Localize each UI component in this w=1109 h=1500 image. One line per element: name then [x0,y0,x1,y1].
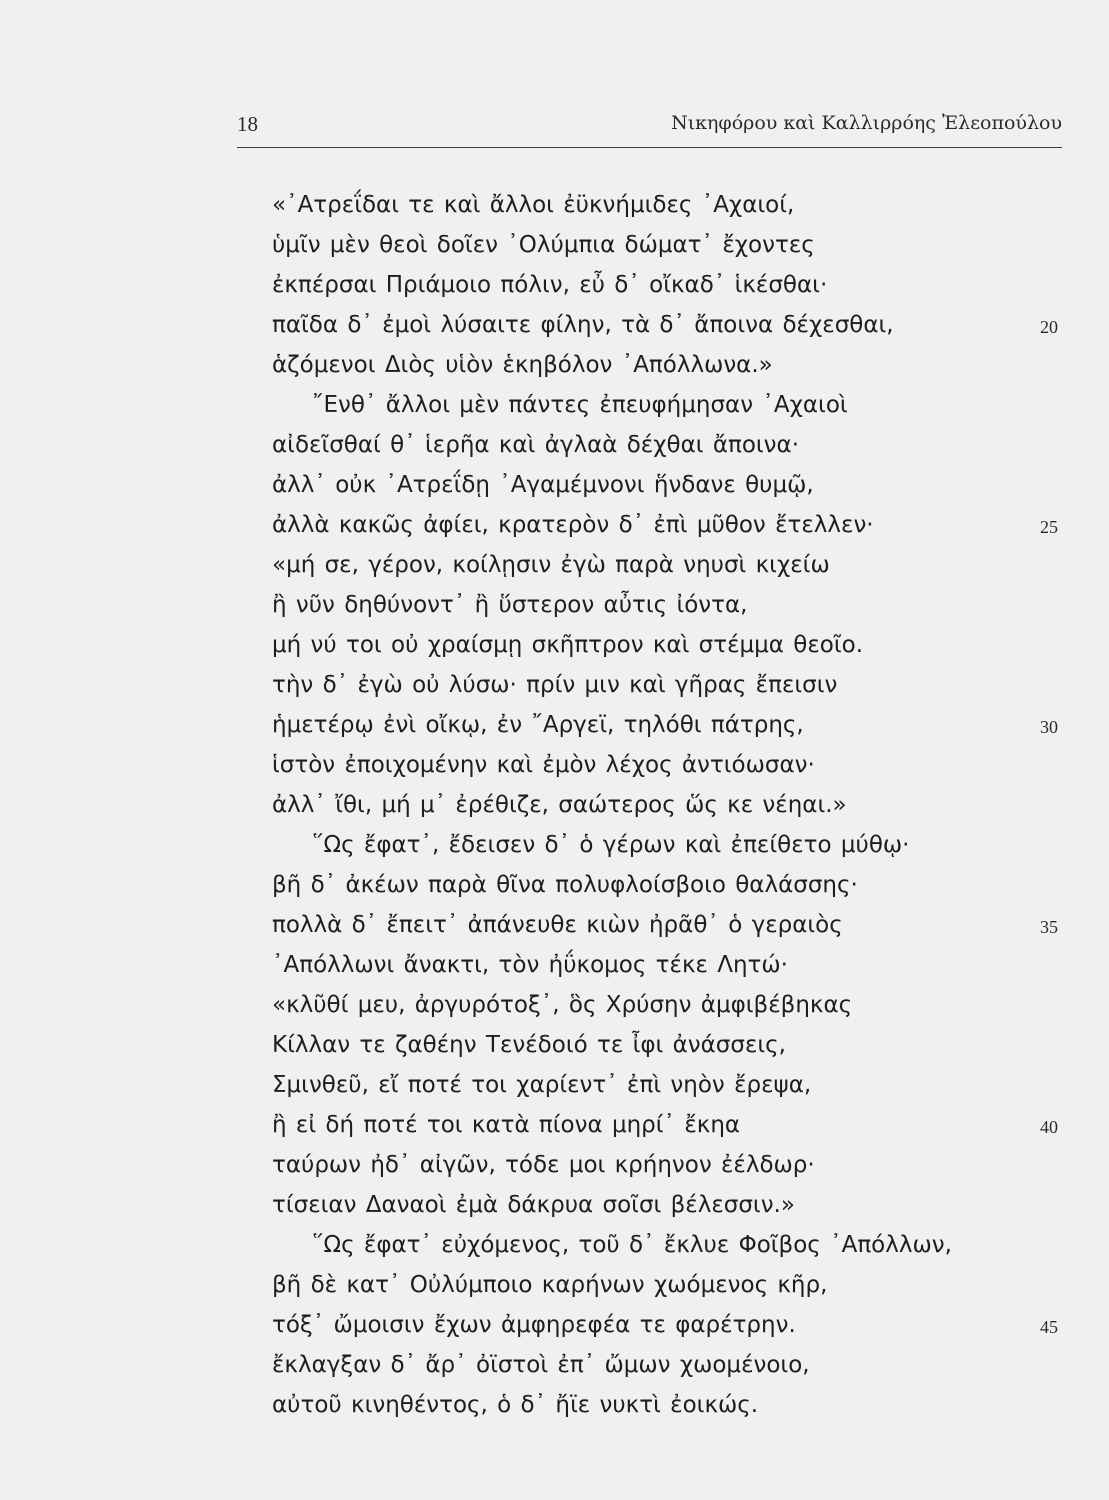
verse-line [272,665,1092,705]
page-number: 18 [237,112,258,136]
verse-text: ἀλλὰ κακῶς ἀφίει, κρατερὸν δ᾿ ἐπὶ μῦθον ἔτελλεν· [272,512,874,538]
verse-text: ῞Ως ἔφατ᾿ εὐχόμενος, τοῦ δ᾿ ἔκλυε Φοῖβος ᾿Απόλλων, [312,1232,952,1258]
verse-text: ἐκπέρσαι Πριάμοιο πόλιν, εὖ δ᾿ οἴκαδ᾿ ἱκέσθαι· [272,272,828,298]
verse-text: αὐτοῦ κινηθέντος, ὁ δ᾿ ἤϊε νυκτὶ ἐοικώς. [272,1392,759,1418]
verse-text: ἢ εἰ δή ποτέ τοι κατὰ πίονα μηρί᾿ ἔκηα [272,1112,741,1138]
verse-text: Σμινθεῦ, εἴ ποτέ τοι χαρίεντ᾿ ἐπὶ νηὸν ἔρεψα, [272,1072,812,1098]
verse-text: τὴν δ᾿ ἐγὼ οὐ λύσω· πρίν μιν καὶ γῆρας ἔπεισιν [272,672,838,698]
line-number: 45 [1040,1317,1058,1337]
verse-text: «μή σε, γέρον, κοίλῃσιν ἐγὼ παρὰ νηυσὶ κιχείω [272,552,830,578]
verse-line [272,345,1092,385]
verse-text: μή νύ τοι οὐ χραίσμῃ σκῆπτρον καὶ στέμμα θεοῖο. [272,632,863,658]
verse-text: ἀλλ᾿ ἴθι, μή μ᾿ ἐρέθιζε, σαώτερος ὥς κε νέηαι.» [272,792,847,818]
verse-text: ῞Ως ἔφατ᾿, ἔδεισεν δ᾿ ὁ γέρων καὶ ἐπείθετο μύθῳ· [312,832,910,858]
verse-line [272,185,1092,225]
line-number: 25 [1040,517,1058,537]
verse-line [272,745,1092,785]
verse-line [272,265,1092,305]
verse-line [272,865,1092,905]
verse-line [272,1345,1092,1385]
verse-line [272,305,1092,345]
verse-line [272,465,1092,505]
verse-line [272,985,1092,1025]
verse-line [272,825,1092,865]
running-title: Νικηφόρου καὶ Καλλιρρόης Ἐλεοπούλου [671,112,1062,134]
verse-text: ᾿Απόλλωνι ἄνακτι, τὸν ἠΰκομος τέκε Λητώ· [272,952,788,978]
verse-line [272,425,1092,465]
verse-text: «᾿Ατρεΐδαι τε καὶ ἄλλοι ἐϋκνήμιδες ᾿Αχαιοί, [272,192,795,218]
verse-line [272,505,1092,545]
verse-text: ἀλλ᾿ οὐκ ᾿Ατρεΐδῃ ᾿Αγαμέμνονι ἥνδανε θυμῷ, [272,472,814,498]
line-number: 20 [1040,317,1058,337]
verse-line [272,1025,1092,1065]
verse-text: Κίλλαν τε ζαθέην Τενέδοιό τε ἶφι ἀνάσσεις, [272,1032,786,1058]
verse-line [272,905,1092,945]
verse-line [272,945,1092,985]
verse-line [272,1065,1092,1105]
verse-text: παῖδα δ᾿ ἐμοὶ λύσαιτε φίλην, τὰ δ᾿ ἄποινα δέχεσθαι, [272,312,894,338]
verse-text: τόξ᾿ ὤμοισιν ἔχων ἀμφηρεφέα τε φαρέτρην. [272,1312,796,1338]
verse-line [272,225,1092,265]
verse-text: ῎Ενθ᾿ ἄλλοι μὲν πάντες ἐπευφήμησαν ᾿Αχαιοὶ [312,392,848,418]
verse-line [272,625,1092,665]
verse-text: βῆ δ᾿ ἀκέων παρὰ θῖνα πολυφλοίσβοιο θαλάσσης· [272,872,858,898]
verse-line [272,585,1092,625]
line-number: 40 [1040,1117,1058,1137]
verse-text: «κλῦθί μευ, ἀργυρότοξ᾿, ὃς Χρύσην ἀμφιβέβηκας [272,992,853,1018]
verse-text: ἁζόμενοι Διὸς υἱὸν ἑκηβόλον ᾿Απόλλωνα.» [272,352,773,378]
verse-line [272,785,1092,825]
verse-line [272,1265,1092,1305]
verse-text: ὑμῖν μὲν θεοὶ δοῖεν ᾿Ολύμπια δώματ᾿ ἔχοντες [272,232,815,258]
verse-text: τίσειαν Δαναοὶ ἐμὰ δάκρυα σοῖσι βέλεσσιν.» [272,1192,795,1218]
verse-text: αἰδεῖσθαί θ᾿ ἱερῆα καὶ ἀγλαὰ δέχθαι ἄποινα· [272,432,800,458]
verse-line [272,1305,1092,1345]
line-number: 35 [1040,917,1058,937]
verse-line [272,705,1092,745]
verse-text: ἡμετέρῳ ἐνὶ οἴκῳ, ἐν ῎Αργεϊ, τηλόθι πάτρης, [272,712,804,738]
verse-line [272,385,1092,425]
verse-text: ἱστὸν ἐποιχομένην καὶ ἐμὸν λέχος ἀντιόωσαν· [272,752,815,778]
verse-block [272,185,1092,1425]
verse-line [272,545,1092,585]
line-number: 30 [1040,717,1058,737]
verse-line [272,1145,1092,1185]
header-rule [237,147,1062,148]
verse-line [272,1105,1092,1145]
verse-line [272,1185,1092,1225]
verse-line [272,1385,1092,1425]
verse-text: ἔκλαγξαν δ᾿ ἄρ᾿ ὀϊστοὶ ἐπ᾿ ὤμων χωομένοιο, [272,1352,810,1378]
verse-line [272,1225,1092,1265]
verse-text: πολλὰ δ᾿ ἔπειτ᾿ ἀπάνευθε κιὼν ἠρᾶθ᾿ ὁ γεραιὸς [272,912,843,938]
verse-text: ταύρων ἠδ᾿ αἰγῶν, τόδε μοι κρήηνον ἐέλδωρ· [272,1152,815,1178]
verse-text: βῆ δὲ κατ᾿ Οὐλύμποιο καρήνων χωόμενος κῆρ, [272,1272,828,1298]
verse-text: ἢ νῦν δηθύνοντ᾿ ἢ ὕστερον αὖτις ἰόντα, [272,592,748,618]
